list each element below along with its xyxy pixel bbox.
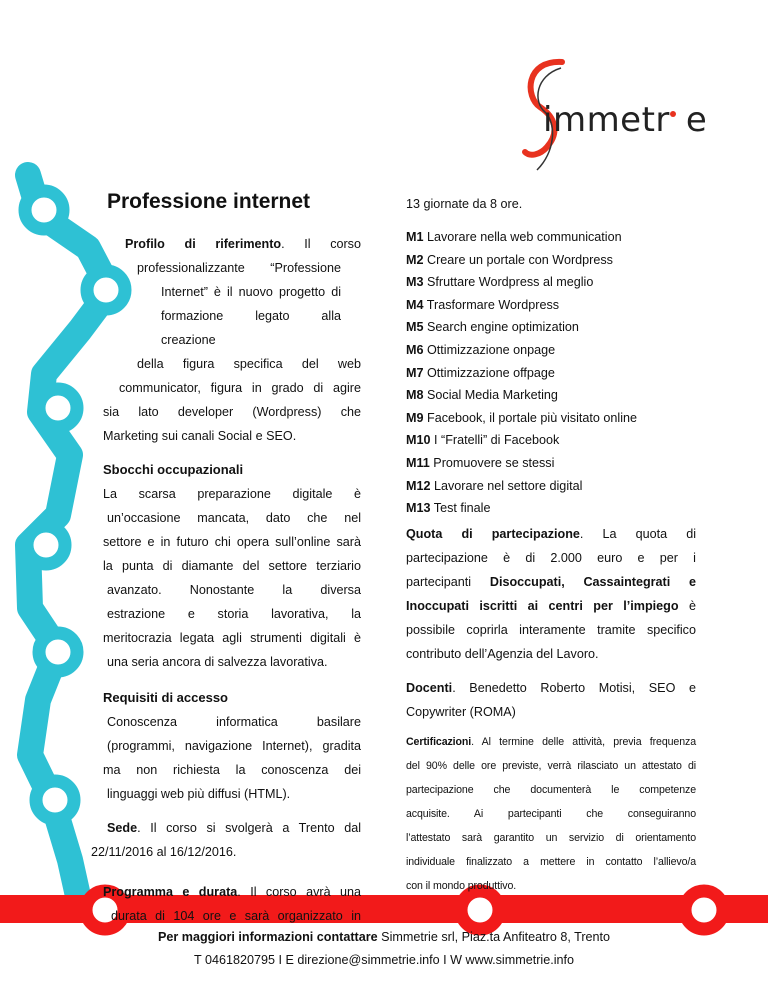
module-item: M10 I “Fratelli” di Facebook bbox=[406, 433, 560, 448]
sbocchi-line-3: settore e in futuro chi opera sull’online sarà bbox=[103, 535, 361, 549]
requisiti-line-1: Conoscenza informatica basilare bbox=[107, 715, 361, 729]
left-column bbox=[91, 190, 361, 928]
cert-line-4: acquisite. Ai partecipanti che conseguiranno bbox=[406, 807, 696, 820]
quota-line-3: partecipanti Disoccupati, Cassaintegrati e bbox=[406, 574, 696, 589]
cert-line-3: partecipazione che documenterà le competenze bbox=[406, 783, 696, 796]
profilo-line-1: Profilo di riferimento. Il corso bbox=[125, 237, 361, 251]
cert-line-7: con il mondo produttivo. bbox=[406, 879, 517, 892]
metro-stop bbox=[39, 389, 77, 427]
requisiti-line-4: linguaggi web più diffusi (HTML). bbox=[107, 787, 291, 801]
module-item: M7 Ottimizzazione offpage bbox=[406, 365, 555, 380]
quota-line-5: possibile coprirla interamente tramite specifico bbox=[406, 622, 696, 637]
programma-line-2: durata di 104 ore e sarà organizzato in bbox=[111, 909, 361, 923]
module-item: M11 Promuovere se stessi bbox=[406, 455, 555, 470]
metro-stop bbox=[25, 191, 63, 229]
profilo-line-8: Marketing sui canali Social e SEO. bbox=[103, 429, 297, 443]
requisiti-heading: Requisiti di accesso bbox=[103, 690, 228, 705]
quota-line-1: Quota di partecipazione. La quota di bbox=[406, 526, 696, 541]
logo-wordmark: immetr e bbox=[543, 100, 708, 140]
profilo-line-2: professionalizzante “Professione bbox=[137, 261, 341, 275]
module-list bbox=[406, 226, 696, 520]
sbocchi-line-7: meritocrazia legata agli strumenti digitali è bbox=[103, 631, 361, 645]
docenti-label: Docenti bbox=[406, 680, 453, 695]
sbocchi-line-8: una seria ancora di salvezza lavorativa. bbox=[107, 655, 328, 669]
requisiti-line-3: ma non richiesta la conoscenza dei bbox=[103, 763, 361, 777]
module-item: M6 Ottimizzazione onpage bbox=[406, 342, 556, 357]
docenti-line-2: Copywriter (ROMA) bbox=[406, 704, 516, 719]
quota-line-2: partecipazione è di 2.000 euro e per i bbox=[406, 550, 696, 565]
quota-line-6: contributo dell’Agenzia del Lavoro. bbox=[406, 646, 599, 661]
sbocchi-line-1: La scarsa preparazione digitale è bbox=[103, 487, 361, 501]
module-item: M8 Social Media Marketing bbox=[406, 388, 558, 403]
cert-line-5: l’attestato sarà garantito un servizio di orientamento bbox=[406, 831, 696, 844]
profilo-line-5: della figura specifica del web bbox=[137, 357, 361, 371]
programma-line-1: Programma e durata. Il corso avrà una bbox=[103, 885, 361, 899]
module-item: M12 Lavorare nel settore digital bbox=[406, 478, 583, 493]
sbocchi-line-6: estrazione e storia lavorativa, la bbox=[107, 607, 361, 621]
footer-contact-details: T 0461820795 I E direzione@simmetrie.info I W www.simmetrie.info bbox=[193, 953, 575, 967]
quota-label: Quota di partecipazione bbox=[406, 526, 580, 541]
sede-line-2: 22/11/2016 al 16/12/2016. bbox=[91, 845, 237, 859]
profilo-line-3: Internet” è il nuovo progetto di bbox=[161, 285, 341, 299]
sede-line-1: Sede. Il corso si svolgerà a Trento dal bbox=[107, 821, 361, 835]
module-item: M3 Sfruttare Wordpress al meglio bbox=[406, 275, 594, 290]
quota-line-4: Inoccupati iscritti ai centri per l’impiego è bbox=[406, 598, 696, 613]
profilo-line-7: sia lato developer (Wordpress) che bbox=[103, 405, 361, 419]
metro-stop bbox=[27, 526, 65, 564]
cert-line-1: Certificazioni. Al termine delle attività, previa frequenza bbox=[406, 735, 696, 748]
sbocchi-line-5: avanzato. Nonostante la diversa bbox=[107, 583, 361, 597]
docenti-line-1: Docenti. Benedetto Roberto Motisi, SEO e bbox=[406, 680, 696, 695]
sbocchi-line-4: la punta di diamante del settore terziario bbox=[103, 559, 361, 573]
certificazioni-section bbox=[406, 730, 696, 898]
module-item: M13 Test finale bbox=[406, 501, 491, 516]
module-item: M2 Creare un portale con Wordpress bbox=[406, 252, 613, 267]
intro-text: 13 giornate da 8 ore. bbox=[406, 197, 523, 211]
right-column bbox=[406, 194, 696, 898]
cert-label: Certificazioni bbox=[406, 735, 472, 748]
module-item: M4 Trasformare Wordpress bbox=[406, 297, 560, 312]
footer-contact-line: Per maggiori informazioni contattare Simmetrie srl, Piaz.ta Anfiteatro 8, Trento bbox=[157, 930, 611, 944]
profilo-section bbox=[103, 232, 361, 256]
metro-stop bbox=[36, 781, 74, 819]
profilo-line-4: formazione legato alla creazione bbox=[161, 309, 341, 347]
sede-label: Sede bbox=[107, 821, 138, 835]
profilo-label: Profilo di riferimento bbox=[125, 237, 282, 251]
module-item: M1 Lavorare nella web communication bbox=[406, 230, 622, 244]
profilo-line-6: communicator, figura in grado di agire bbox=[119, 381, 361, 395]
programma-label: Programma e durata bbox=[103, 885, 238, 899]
cert-line-2: del 90% delle ore previste, verrà rilasciato un attestato di bbox=[406, 759, 696, 772]
metro-stop bbox=[39, 633, 77, 671]
cert-line-6: individuale finalizzato a mettere in contatto l’allievo/a bbox=[406, 855, 696, 868]
module-item: M5 Search engine optimization bbox=[406, 320, 579, 335]
requisiti-line-2: (programmi, navigazione Internet), gradita bbox=[107, 739, 361, 753]
module-item: M9 Facebook, il portale più visitato online bbox=[406, 410, 638, 425]
sbocchi-line-2: un’occasione mancata, dato che nel bbox=[107, 511, 361, 525]
sbocchi-heading: Sbocchi occupazionali bbox=[103, 462, 244, 477]
page-title: Professione internet bbox=[107, 190, 311, 213]
footer-contact-label: Per maggiori informazioni contattare bbox=[157, 930, 378, 944]
